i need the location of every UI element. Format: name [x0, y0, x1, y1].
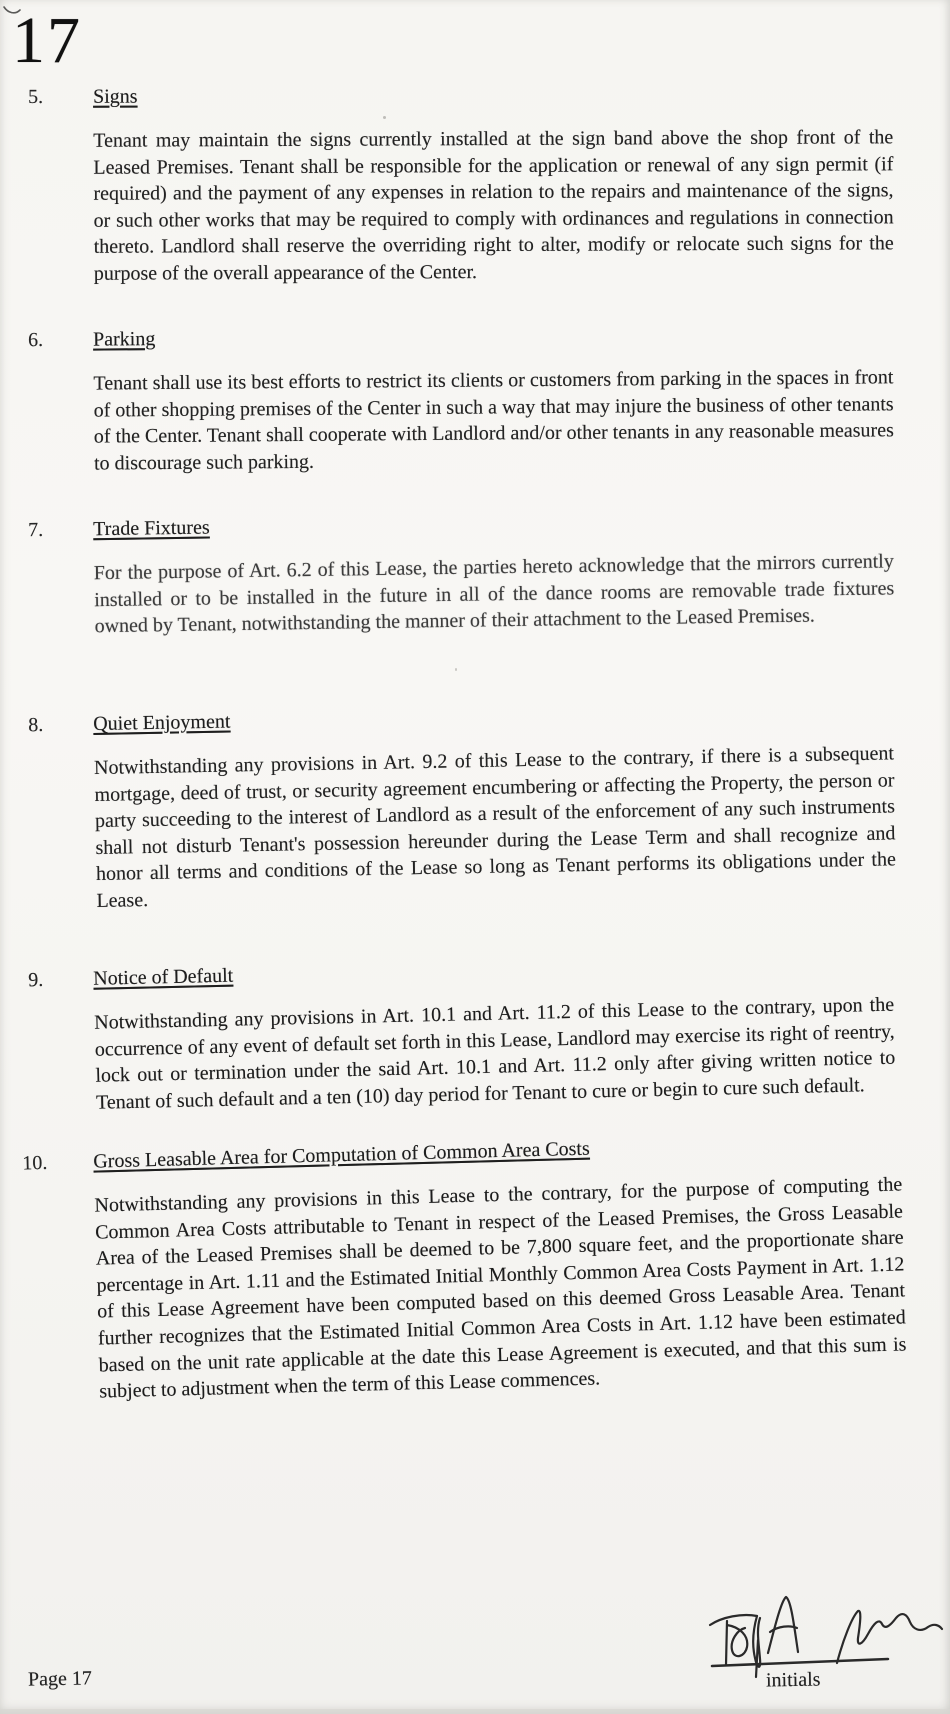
initials-label: initials: [765, 1668, 821, 1692]
section-number: 9.: [28, 968, 44, 992]
section-number: 8.: [28, 713, 44, 737]
section-parking: [0, 320, 950, 478]
section-body: Notwithstanding any provisions in Art. 10.1 and Art. 11.2 of this Lease to the contrary, upon the occurrence of any event of default set forth in this Lease, Landlord may exercise its right of reentry, lock out or termination under the said Art. 10.1 and Art. 11.2 only after giving written notice to Tenant of such default and a ten (10) day period for Tenant to cure or begin to cure such default.: [94, 993, 896, 1114]
section-quiet-enjoyment: [0, 695, 950, 916]
section-heading: Notice of Default: [93, 964, 234, 990]
section-body: Tenant may maintain the signs currently installed at the sign band above the shop front of the Leased Premises. Tenant shall be responsible for the application or renewal of any sign permit (if required) and the payment of any expenses in relation to the repairs and maintenance of the signs, or such other works that may be required to comply with ordinances and regulations in connection thereto. Landlord shall reserve the overriding right to alter, modify or relocate such signs for the purpose of the overall appearance of the Center.: [93, 126, 894, 285]
section-heading: Parking: [93, 328, 156, 351]
section-heading: Signs: [93, 85, 138, 108]
section-number: 7.: [28, 518, 44, 542]
section-heading: Trade Fixtures: [93, 516, 210, 541]
section-body: For the purpose of Art. 6.2 of this Lease, the parties hereto acknowledge that the mirrors currently installed or to be installed in the future in all of the dance rooms are removable trade fixtures owned by Tenant, notwithstanding the manner of their attachment to the Leased Premises.: [93, 550, 895, 638]
section-notice-of-default: [0, 946, 950, 1118]
section-heading: Gross Leasable Area for Computation of Common Area Costs: [93, 1137, 591, 1173]
handwritten-page-number: 17: [12, 4, 82, 77]
initials-signature-block: [690, 1585, 950, 1705]
section-gross-leasable-area: [0, 1126, 950, 1408]
section-signs: [0, 80, 950, 288]
section-body: Notwithstanding any provisions in Art. 9.2 of this Lease to the contrary, if there is a subsequent mortgage, deed of trust, or security agreement encumbering or affecting the Property, the person or party succeeding to the interest of Landlord as a result of the enforcement of any such instruments shall not disturb Tenant's possession hereunder during the Lease Term and shall recognize and honor all terms and conditions of the Lease so long as Tenant performs its obligations under the Lease.: [93, 742, 897, 912]
section-trade-fixtures: [0, 504, 950, 642]
section-number: 5.: [28, 85, 44, 109]
section-number: 10.: [22, 1151, 48, 1175]
footer-page-number: Page 17: [27, 1667, 93, 1691]
scan-speck: [455, 668, 457, 671]
section-body: Notwithstanding any provisions in this Lease to the contrary, for the purpose of computing the Common Area Costs attributable to Tenant in respect of the Leased Premises, the Gross Leasable Area of the Leased Premises shall be deemed to be 7,800 square feet, and the proportionate share percentage in Art. 1.11 and the Estimated Initial Monthly Common Area Costs Payment in Art. 1.12 of this Lease Agreement have been computed based on this deemed Gross Leasable Area. Tenant further recognizes that the Estimated Initial Common Area Costs in Art. 1.12 have been estimated based on the unit rate applicable at the date this Lease Agreement is executed, and that this sum is subject to adjustment when the term of this Lease commences.: [94, 1173, 907, 1403]
section-body: Tenant shall use its best efforts to restrict its clients or customers from parking in the spaces in front of other shopping premises of the Center in such a way that may injure the business of other tenants of the Center. Tenant shall cooperate with Landlord and/or other tenants in any reasonable measures to discourage such parking.: [93, 366, 894, 475]
section-heading: Quiet Enjoyment: [93, 710, 231, 736]
section-number: 6.: [28, 328, 44, 352]
